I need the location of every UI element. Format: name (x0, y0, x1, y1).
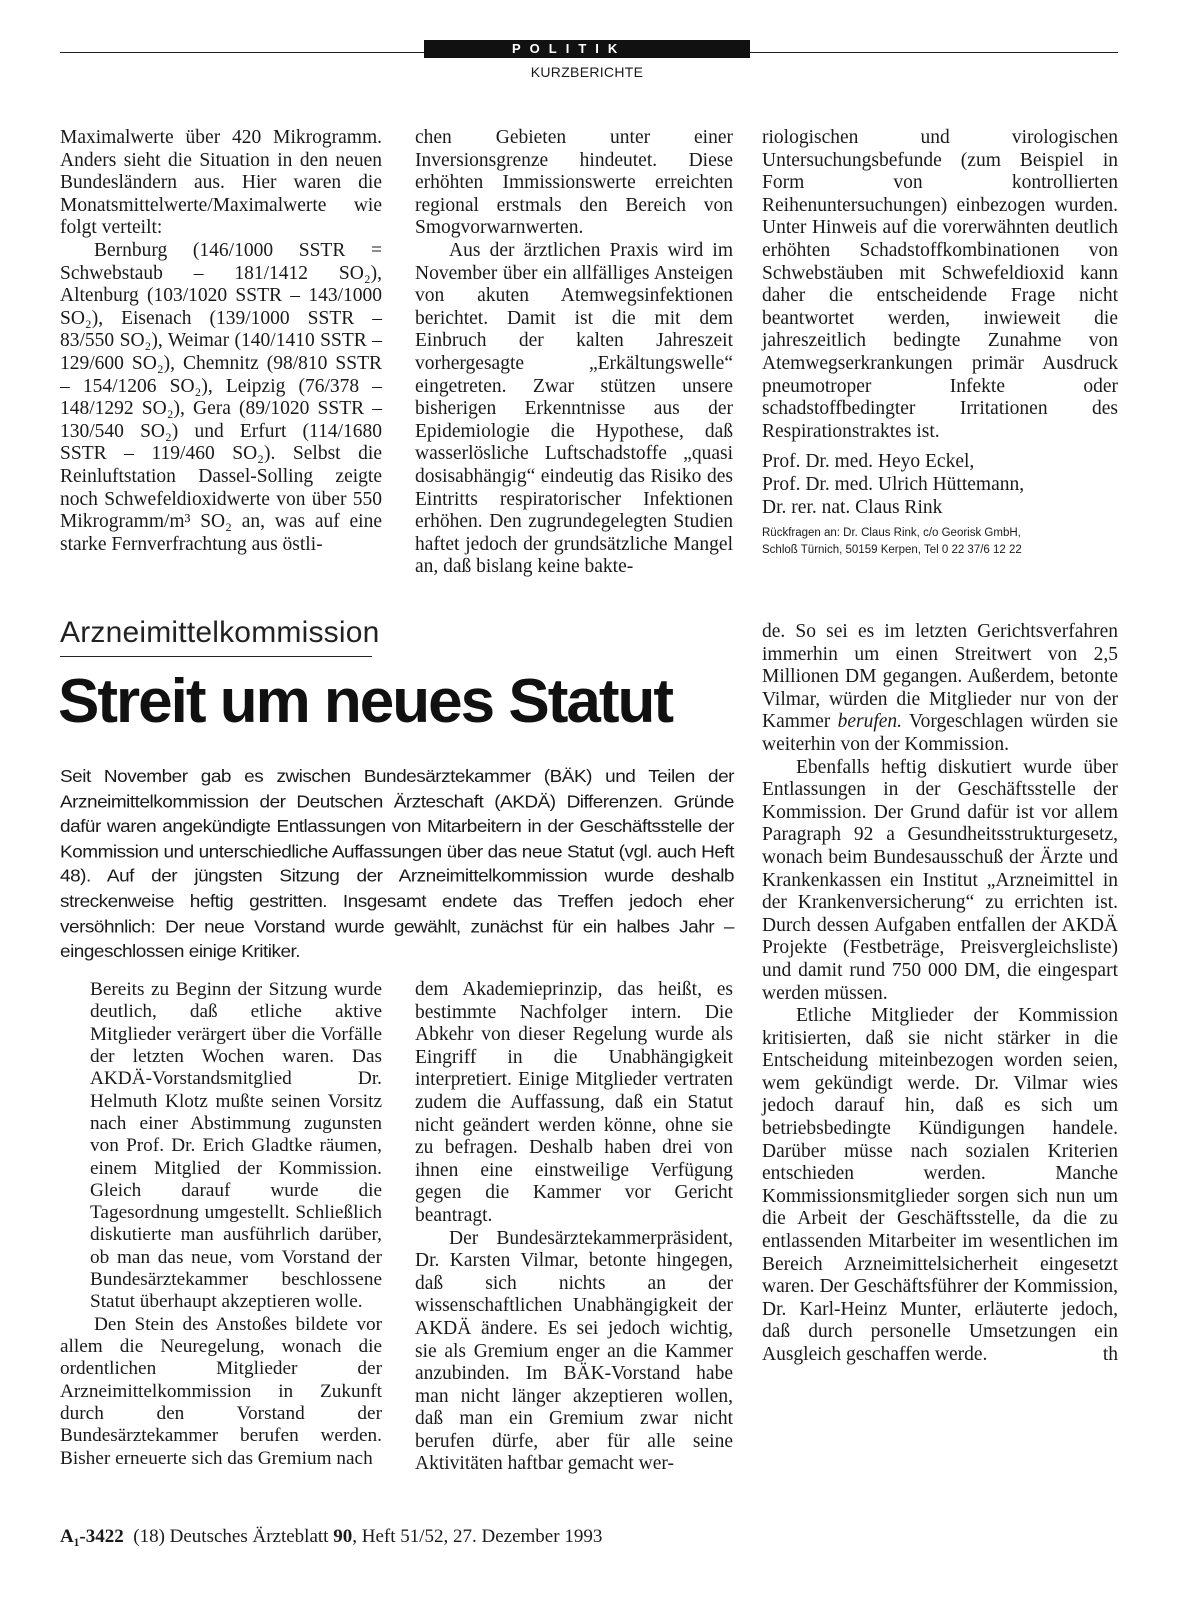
page-footer (60, 1526, 602, 1548)
issue-info: , Heft 51/52, 27. Dezember 1993 (352, 1526, 603, 1547)
author: Prof. Dr. med. Heyo Eckel, (762, 451, 975, 473)
paragraph (762, 1005, 1118, 1367)
page-code: A₁-3422 (60, 1526, 124, 1547)
article-kicker: Arzneimittelkommission (60, 616, 380, 649)
section-label: POLITIK (424, 40, 750, 58)
author-list (762, 451, 1118, 519)
paragraph: Bernburg (146/1000 SSTR = Schwebstaub – 181/1412 SO₂), Altenburg (103/1020 SSTR – 143/1000 SO₂), Eisenach (139/1000 SSTR – 83/550 SO₂), Weimar (140/1410 SSTR – 129/600 SO₂), Chemnitz (98/810 SSTR – 154/1206 SO₂), Leipzig (76/378 – 148/1292 SO₂), Gera (89/1020 SSTR – 130/540 SO₂) und Erfurt (114/1680 SSTR – 119/460 SO₂). Selbst die Reinluftstation Dassel-Solling zeigte noch Schwefeldioxidwerte von über 550 Mikrogramm/m³ SO₂ an, was auf eine starke Fernverfrachtung aus östli- (60, 239, 382, 555)
article-column-2 (415, 979, 733, 1476)
author: Prof. Dr. med. Ulrich Hüttemann, (762, 473, 1025, 495)
top-column-3 (762, 127, 1118, 559)
paragraph: Der Bundesärztekammerpräsident, Dr. Karsten Vilmar, betonte hingegen, daß sich nichts an der wissenschaftlichen Unabhängigkeit der AKDÄ ändere. Es sei jedoch wichtig, sie als Gremium enger an die Kammer anzubinden. Im BÄK-Vorstand habe man nicht länger akzeptieren wollen, daß man ein Gremium zwar nicht berufen dürfe, aber für alle seine Aktivitäten haftbar gemacht wer- (415, 1227, 733, 1475)
italic-run: berufen. (837, 711, 903, 733)
author: Dr. rer. nat. Claus Rink (762, 496, 943, 518)
contact-line: Schloß Türnich, 50159 Kerpen, Tel 0 22 37/6 12 22 (762, 544, 1022, 557)
author-signature: th (1102, 1344, 1118, 1365)
text-run: Etliche Mitglieder der Kommission kritisierten, daß sie nicht stärker in die Entscheidung miteinbezogen worden seien, wem gekündigt werde. Dr. Vilmar wies jedoch darauf hin, daß es sich um betriebsbedingte Kündigungen handele. Darüber müsse nach sozialen Kriterien entschieden werden. Manche Kommissionsmitglieder sorgen sich nun um die Arbeit der Geschäftsstelle, da die zu entlassenden Mitarbeiter im wesentlichen im Bereich Arzneimittelsicherheit eingesetzt waren. Der Geschäftsführer der Kommission, Dr. Karl-Heinz Munter, erläuterte jedoch, daß durch personelle Umsetzungen ein Ausgleich geschaffen werde. (762, 1005, 1118, 1365)
paragraph: dem Akademieprinzip, das heißt, es bestimmte Nachfolger intern. Die Abkehr von dieser Regelung wurde als Eingriff in die Unabhängigkeit interpretiert. Einige Mitglieder vertraten zudem die Auffassung, daß ein Statut nicht geändert werden könne, ohne sie zu befragen. Deshalb haben drei von ihnen eine einstweilige Verfügung gegen die Kammer vor Gericht beantragt. (415, 979, 733, 1226)
text-run: de. So sei es im letzten Gerichtsverfahren immerhin um einen Streitwert von 2,5 Millionen DM gegangen. Außerdem, betonte Vilmar, würden die Mitglieder nur von der Kammer (762, 621, 1118, 733)
paragraph: riologischen und virologischen Untersuchungsbefunde (zum Beispiel in Form von kontrollierten Reihenuntersuchungen) einbezogen wurden. Unter Hinweis auf die vorerwähnten deutlich erhöhten Schadstoffkombinationen von Schwebstäuben mit Schwefeldioxid kann daher die entscheidende Frage nicht beantwortet werden, inwieweit die jahreszeitlich bedingte Zunahme von Atemwegserkrankungen primär Ausdruck pneumotroper Infekte oder schadstoffbedingter Irritationen des Respirationstraktes ist. (762, 127, 1118, 442)
kicker-underline (60, 656, 372, 657)
paragraph: Aus der ärztlichen Praxis wird im November über ein allfälliges Ansteigen von akuten Atemwegsinfektionen berichtet. Damit ist die mit dem Einbruch der kalten Jahreszeit vorhergesagte „Erkältungswelle“ eingetreten. Zwar stützen unsere bisherigen Erkenntnisse aus der Epidemiologie die Hypothese, daß wasserlösliche Luftschadstoffe „quasi dosisabhängig“ eindeutig das Risiko des Eintritts respiratorischer Infektionen erhöhen. Den zugrundegelegten Studien haftet jedoch der grundsätzliche Mangel an, daß bislang keine bakte- (415, 239, 733, 578)
text-run: Vorgeschlagen würden sie weiterhin von der Kommission. (762, 711, 1118, 755)
paragraph: Den Stein des Anstoßes bildete vor allem die Neuregelung, wonach die ordentlichen Mitglieder der Arzneimittelkommission in Zukunft durch den Vorstand der Bundesärztekammer berufen werden. Bisher erneuerte sich das Gremium nach (60, 1313, 382, 1469)
article-column-3 (762, 621, 1118, 1367)
article-headline: Streit um neues Statut (58, 667, 672, 736)
paragraph: Maximalwerte über 420 Mikrogramm. Anders sieht die Situation in den neuen Bundesländern aus. Hier waren die Monatsmittelwerte/Maximalwerte wie folgt verteilt: (60, 127, 382, 239)
subsection-label: KURZBERICHTE (530, 64, 644, 80)
contact-note (762, 525, 1118, 559)
volume-number: 90 (333, 1526, 353, 1547)
article-lead: Seit November gab es zwischen Bundesärztekammer (BÄK) und Teilen der Arzneimittelkommission der Deutschen Ärzteschaft (AKDÄ) Differenzen. Gründe dafür waren angekündigte Entlassungen von Mitarbeitern in der Geschäftsstelle der Kommission und unterschiedliche Auffassungen über das neue Statut (vgl. auch Heft 48). Auf der jüngsten Sitzung der Arzneimittelkommission wurde deshalb streckenweise heftig gestritten. Insgesamt endete das Treffen jedoch eher versöhnlich: Der neue Vorstand wurde gewählt, zunächst für ein halbes Jahr – eingeschlossen einige Kritiker. (60, 767, 734, 962)
page-number: (18) Deutsches Ärzteblatt (133, 1526, 329, 1547)
paragraph: Ebenfalls heftig diskutiert wurde über Entlassungen in der Geschäftsstelle der Kommission. Der Grund dafür ist vor allem Paragraph 92 a Gesundheitsstrukturgesetz, wonach beim Bundesausschuß der Ärzte und Krankenkassen ein Institut „Arzneimittel in der Krankenversicherung“ zu errichten ist. Durch dessen Aufgaben entfallen der AKDÄ Projekte (Festbeträge, Preisvergleichsliste) und damit rund 750 000 DM, die eingespart werden müssen. (762, 756, 1118, 1004)
contact-line: Rückfragen an: Dr. Claus Rink, c/o Georisk GmbH, (762, 527, 1021, 540)
top-column-1 (60, 127, 382, 556)
paragraph: chen Gebieten unter einer Inversionsgrenze hindeutet. Diese erhöhten Immissionswerte erreichten regional erstmals den Bereich von Smogvorwarnwerten. (415, 127, 733, 239)
paragraph: Bereits zu Beginn der Sitzung wurde deutlich, daß etliche aktive Mitglieder verärgert über die Vorfälle der letzten Wochen waren. Das AKDÄ-Vorstandsmitglied Dr. Helmuth Klotz mußte seinen Vorsitz nach einer Abstimmung zugunsten von Prof. Dr. Erich Gladtke räumen, einem Mitglied der Kommission. Gleich darauf wurde die Tagesordnung umgestellt. Schließlich diskutierte man ausführlich darüber, ob man das neue, vom Vorstand der Bundesärztekammer beschlossene Statut überhaupt akzeptieren wolle. (90, 979, 382, 1313)
article-column-1 (60, 979, 382, 1470)
paragraph (762, 621, 1118, 757)
top-column-2 (415, 127, 733, 579)
